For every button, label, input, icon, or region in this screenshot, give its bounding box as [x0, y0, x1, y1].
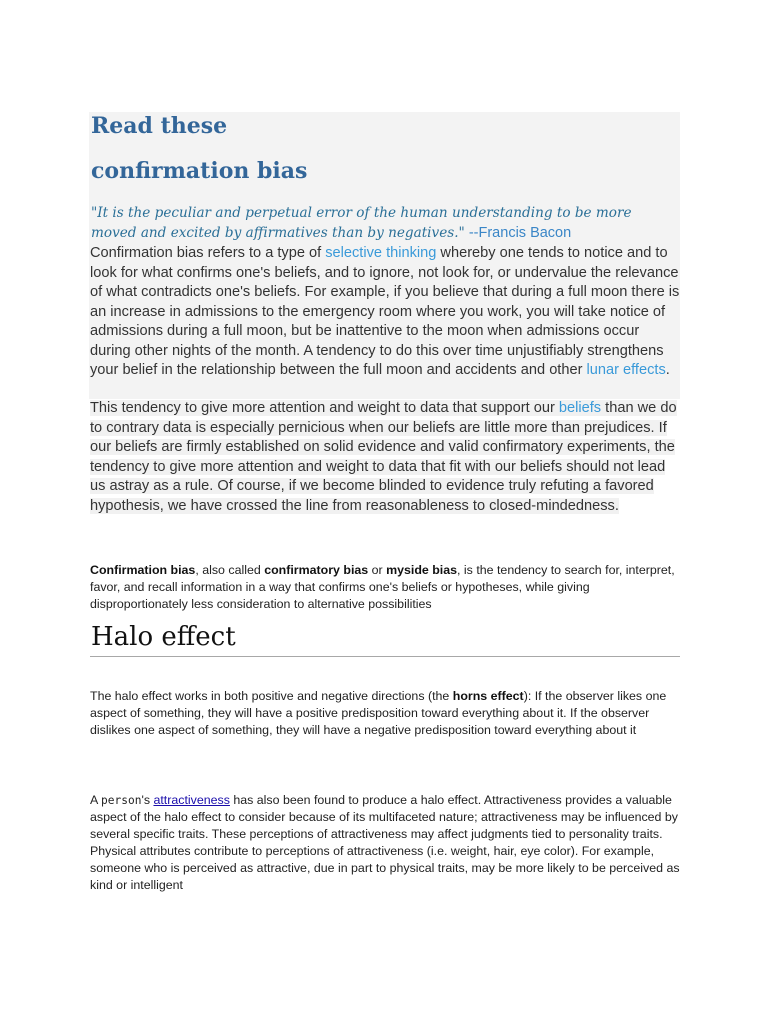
term-myside-bias: myside bias	[386, 563, 458, 577]
attractiveness-link[interactable]: attractiveness	[153, 793, 230, 807]
beliefs-link[interactable]: beliefs	[558, 400, 602, 416]
term-confirmatory-bias: confirmatory bias	[264, 563, 369, 577]
para1-text-2: whereby one tends to notice and to look for what confirms one's beliefs, and to ignore, not look for, or undervalue the relevance of what contradicts one's beliefs. For example, if you believe that during a full moon there is an increase in admissions to the emergency room where you work, you will take notice of admissions during a full moon, but be inattentive to the moon when admissions occur during other nights of the month. A tendency to do this over time unjustifiably strengthens your belief in the relationship between the full moon and accidents and other	[90, 245, 680, 378]
lunar-effects-link[interactable]: lunar effects	[586, 362, 666, 378]
paragraph-attractiveness	[90, 792, 680, 894]
para4-text-1: The halo effect works in both positive and negative directions (the	[90, 689, 453, 703]
bacon-quote	[91, 204, 681, 243]
paragraph-halo-directions	[90, 688, 680, 739]
para5-text-3: has also been found to produce a halo effect. Attractiveness provides a valuable aspect of the halo effect to consider because of its multifaceted nature; attractiveness may be influenced by several specific traits. These perceptions of attractiveness may affect judgments tied to personality traits. Physical attributes contribute to perceptions of attractiveness (i.e. weight, hair, eye color). For example, someone who is perceived as attractive, due in part to physical traits, may be more likely to be perceived as kind or intelligent	[90, 793, 680, 892]
quote-attribution-prefix: --	[464, 224, 479, 241]
paragraph-confirmation-definition	[90, 244, 680, 381]
section-divider	[90, 656, 680, 657]
selective-thinking-link[interactable]: selective thinking	[325, 245, 437, 261]
heading-confirmation-bias: confirmation bias	[91, 158, 308, 184]
heading-read-these: Read these	[91, 113, 228, 139]
para3-text-3: , is the tendency to search for, interpret, favor, and recall information in a way that confirms one's beliefs or hypotheses, while giving disproportionately less consideration to alternative possibilities	[90, 563, 675, 611]
para1-text-3: .	[665, 362, 670, 378]
term-confirmation-bias: Confirmation bias	[90, 563, 196, 577]
para2-text-2: than we do to contrary data is especially pernicious when our beliefs are little more than prejudices. If our beliefs are firmly established on solid evidence and valid confirmatory experiments, the tendency to give more attention and weight to data that fit with our beliefs should not lead us astray as a rule. Of course, if we become blinded to evidence truly refuting a favored hypothesis, we have crossed the line from reasonableness to closed-mindedness.	[90, 400, 677, 514]
quote-text: "It is the peculiar and perpetual error of the human understanding to be more moved and excited by affirmatives than by negatives."	[91, 205, 632, 241]
para1-text-1: Confirmation bias refers to a type of	[90, 245, 326, 261]
para5-text-2: 's	[141, 793, 154, 807]
para2-text-1: This tendency to give more attention and weight to data that support our	[90, 400, 559, 416]
para4-text-2: ): If the observer likes one aspect of something, they will have a positive predisposition toward everything about it. If the observer dislikes one aspect of something, they will have a negative predisposition toward everything about it	[90, 689, 667, 737]
para3-text-1: , also called	[195, 563, 265, 577]
quote-author-link[interactable]: Francis Bacon	[478, 224, 572, 241]
person-word: person	[101, 794, 142, 807]
paragraph-confirmation-summary	[90, 562, 680, 613]
paragraph-tendency	[90, 399, 680, 516]
para3-text-2: or	[368, 563, 387, 577]
para5-text-1: A	[90, 793, 102, 807]
heading-halo-effect: Halo effect	[91, 622, 236, 652]
term-horns-effect: horns effect	[452, 689, 524, 703]
